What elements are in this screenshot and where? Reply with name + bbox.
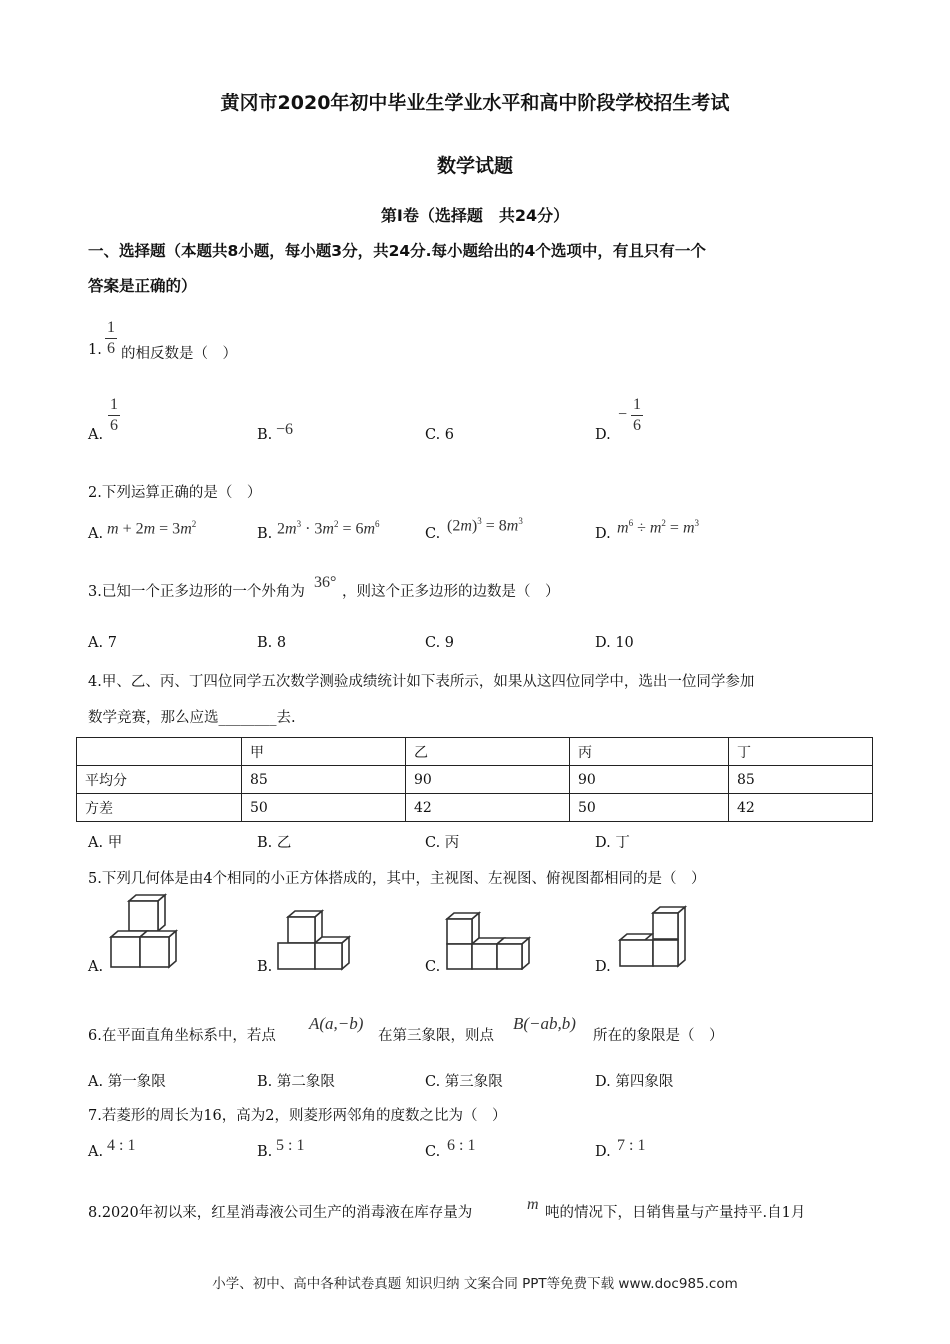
q3-angle: 36° (314, 574, 337, 591)
q3-option-c: C. 9 (425, 635, 455, 651)
q1-frac-bar (105, 338, 117, 339)
q1-text: 的相反数是（ ） (121, 346, 237, 362)
q7-option-b-label: B. (257, 1144, 273, 1160)
q2-option-d-label: D. (595, 526, 611, 542)
q3-text-after: ，则这个正多边形的边数是（ ） (342, 584, 560, 600)
table-row (77, 766, 873, 794)
table-cell: 丁 (729, 738, 873, 766)
q1-option-a-fraction (108, 396, 120, 435)
q5-option-b: B. (257, 959, 273, 975)
q4-line2: 数学竞赛，那么应选________去. (88, 710, 296, 726)
q6-point-b: B(−ab,b) (513, 1014, 576, 1033)
table-cell (77, 738, 242, 766)
q2-option-d-math: $m^6 \div m^2 = m^3$ (617, 518, 699, 537)
section-title: 第Ⅰ卷（选择题 共24分） (380, 206, 570, 225)
q1-frac-den: 6 (107, 340, 115, 357)
table-cell: 42 (406, 794, 570, 822)
table-cell: 90 (570, 766, 729, 794)
q8-text-after: 吨的情况下，日销售量与产量持平.自1月 (545, 1205, 806, 1221)
q7-option-a-label: A. (88, 1144, 104, 1160)
cube-figure-d (615, 904, 695, 974)
q1-d-num: 1 (633, 396, 641, 413)
table-cell: 50 (242, 794, 406, 822)
q7-option-d-ratio: 7 : 1 (617, 1137, 646, 1154)
q1-fraction (105, 319, 117, 358)
q1-a-num: 1 (110, 396, 118, 413)
q5-text: 5.下列几何体是由4个相同的小正方体搭成的，其中，主视图、左视图、俯视图都相同的是（ ） (88, 871, 706, 887)
q6-option-b: B. 第二象限 (257, 1074, 335, 1090)
table-cell: 90 (406, 766, 570, 794)
cube-figure-c (444, 910, 534, 970)
q6-text-part3: 所在的象限是（ ） (593, 1028, 724, 1044)
q3-option-a: A. 7 (88, 635, 117, 651)
q3-option-d: D. 10 (595, 635, 634, 651)
q1-option-d-sign: − (618, 406, 628, 423)
q2-option-b-label: B. (257, 526, 273, 542)
q7-text: 7.若菱形的周长为16，高为2，则菱形两邻角的度数之比为（ ） (88, 1108, 507, 1124)
q3-option-b: B. 8 (257, 635, 287, 651)
q1-frac-num: 1 (107, 319, 115, 336)
table-header-row (77, 738, 873, 766)
q6-text-part2: 在第三象限，则点 (378, 1028, 494, 1044)
q1-d-bar (631, 415, 643, 416)
q2-option-a-label: A. (88, 526, 104, 542)
q6-option-d: D. 第四象限 (595, 1074, 674, 1090)
q2-option-a-math: $m + 2m = 3m^2$ (107, 519, 197, 538)
q7-option-c-label: C. (425, 1144, 441, 1160)
q4-option-d: D. 丁 (595, 835, 630, 851)
q6-option-a: A. 第一象限 (88, 1074, 166, 1090)
q3-text-before: 3.已知一个正多边形的一个外角为 (88, 584, 305, 600)
q1-option-b-value: −6 (276, 421, 294, 438)
q6-text-part1: 6.在平面直角坐标系中，若点 (88, 1028, 276, 1044)
q2-option-c-label: C. (425, 526, 441, 542)
part1-instructions-line2: 答案是正确的） (88, 277, 197, 295)
table-cell: 丙 (570, 738, 729, 766)
table-cell: 42 (729, 794, 873, 822)
q7-option-c-ratio: 6 : 1 (447, 1137, 476, 1154)
table-cell: 平均分 (77, 766, 242, 794)
q1-a-den: 6 (110, 417, 118, 434)
q2-text: 2.下列运算正确的是（ ） (88, 485, 262, 501)
footer-text: 小学、初中、高中各种试卷真题 知识归纳 文案合同 PPT等免费下载 www.doc985.com (212, 1276, 738, 1292)
q5-option-c: C. (425, 959, 441, 975)
cube-figure-a (106, 893, 186, 973)
q4-option-b: B. 乙 (257, 835, 292, 851)
q1-option-c: C. 6 (425, 427, 455, 443)
q8-var: m (527, 1196, 539, 1213)
q1-option-b-label: B. (257, 427, 273, 443)
q5-option-d: D. (595, 959, 611, 975)
q4-option-a: A. 甲 (88, 835, 123, 851)
table-cell: 甲 (242, 738, 406, 766)
q4-option-c: C. 丙 (425, 835, 460, 851)
table-row (77, 794, 873, 822)
q7-option-a-ratio: 4 : 1 (107, 1137, 136, 1154)
q6-option-c: C. 第三象限 (425, 1074, 503, 1090)
q7-option-b-ratio: 5 : 1 (276, 1137, 305, 1154)
table-cell: 50 (570, 794, 729, 822)
q4-line1: 4.甲、乙、丙、丁四位同学五次数学测验成绩统计如下表所示，如果从这四位同学中，选出一位同学参加 (88, 674, 755, 690)
table-cell: 方差 (77, 794, 242, 822)
q2-option-b-math: $2m^3 \cdot 3m^2 = 6m^6$ (277, 519, 380, 538)
score-table (76, 737, 873, 822)
q8-text-before: 8.2020年初以来，红星消毒液公司生产的消毒液在库存量为 (88, 1205, 473, 1221)
q1-option-a-label: A. (88, 427, 104, 443)
table-cell: 乙 (406, 738, 570, 766)
q1-option-d-label: D. (595, 427, 611, 443)
q7-option-d-label: D. (595, 1144, 611, 1160)
subject-title: 数学试题 (436, 155, 513, 177)
q1-option-d-fraction (631, 396, 643, 435)
q5-option-a: A. (88, 959, 104, 975)
exam-title: 黄冈市2020年初中毕业生学业水平和高中阶段学校招生考试 (220, 92, 730, 114)
q1-d-den: 6 (633, 417, 641, 434)
q1-a-bar (108, 415, 120, 416)
q2-option-c-math: $(2m)^3 = 8m^3$ (447, 516, 523, 535)
q6-point-a: A(a,−b) (309, 1014, 364, 1033)
part1-instructions-line1: 一、选择题（本题共8小题，每小题3分，共24分.每小题给出的4个选项中，有且只有一个 (88, 242, 706, 260)
table-cell: 85 (729, 766, 873, 794)
table-cell: 85 (242, 766, 406, 794)
cube-figure-b (276, 903, 356, 973)
q1-number: 1. (88, 342, 102, 358)
